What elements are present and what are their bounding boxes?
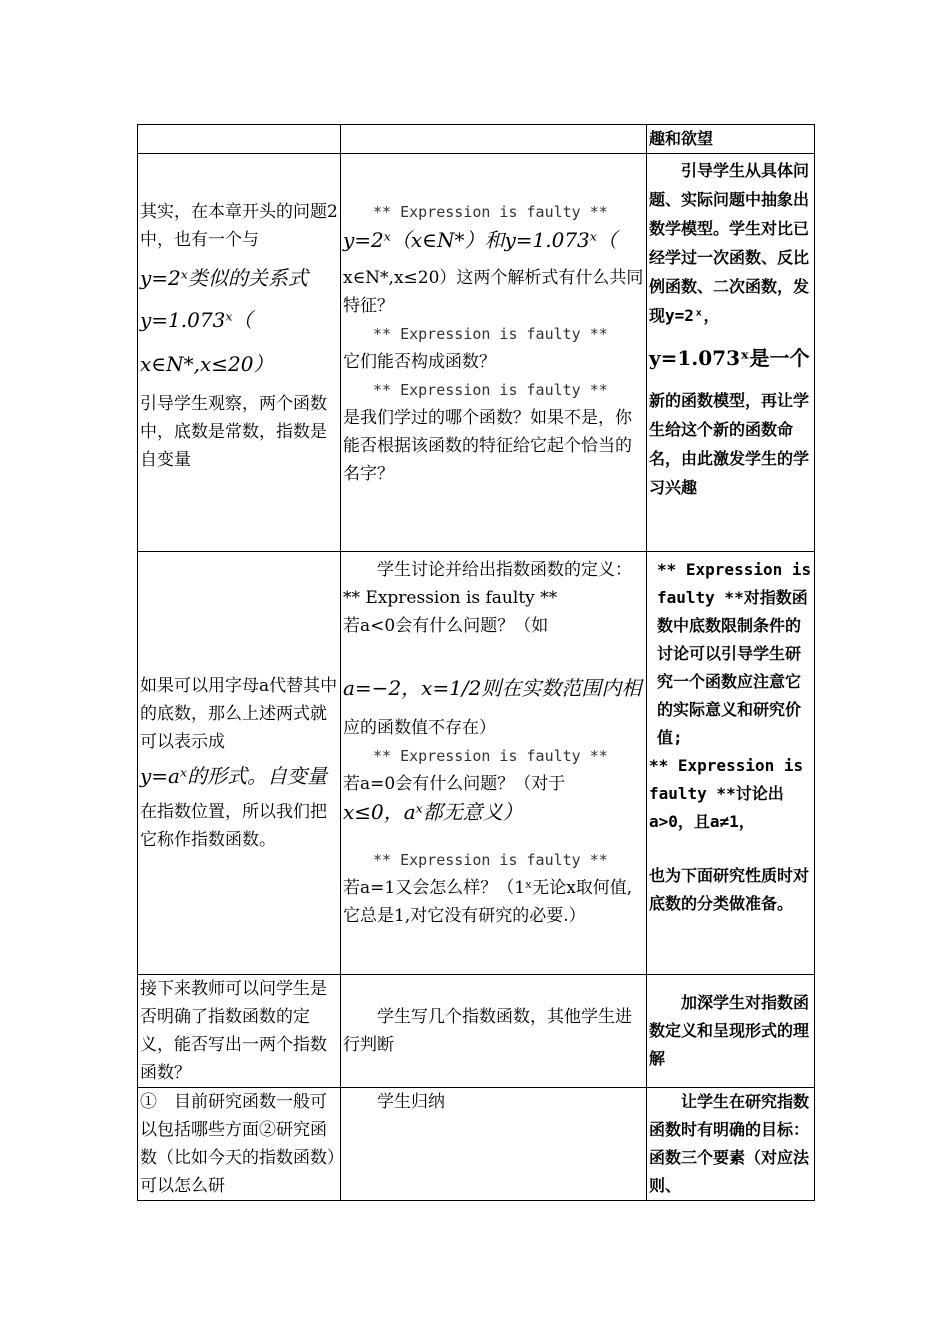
cell-text: x∈N*,x≤20）这两个解析式有什么共同特征？ [343, 268, 644, 316]
table-cell [341, 552, 647, 975]
faulty-expression: ** Expression is faulty ** [373, 381, 608, 399]
table-cell [647, 975, 815, 1088]
cell-text: ** Expression is faulty **讨论出a>0，且a≠1， [649, 756, 804, 831]
cell-text: 它们能否构成函数？ [343, 352, 496, 372]
formula: y=aˣ的形式。自变量 [140, 764, 328, 788]
cell-text: 引导学生观察，两个函数中，底数是常数，指数是自变量 [140, 394, 327, 470]
cell-text: 学生归纳 [377, 1092, 445, 1112]
table-cell [647, 154, 815, 552]
table-row [138, 975, 815, 1088]
table-row [138, 154, 815, 552]
table-cell [138, 125, 341, 154]
formula: y=2ˣ（x∈N*）和y=1.073ˣ（ [343, 228, 617, 252]
cell-text: 是我们学过的哪个函数？如果不是，你能否根据该函数的特征给它起个恰当的名字？ [343, 408, 632, 484]
table-cell [341, 125, 647, 154]
cell-text: 若a=1又会怎么样？（1ˣ无论x取何值,它总是1,对它没有研究的必要.） [343, 878, 633, 926]
cell-text: 若a=0会有什么问题？（对于 [343, 774, 566, 794]
table-cell [138, 975, 341, 1088]
cell-text: 学生讨论并给出指数函数的定义：** Expression is faulty ** [343, 560, 632, 608]
faulty-expression: ** Expression is faulty ** [373, 203, 608, 221]
faulty-expression: ** Expression is faulty ** [373, 747, 608, 765]
formula: y=2ˣ类似的关系式 [140, 266, 308, 290]
table-row [138, 1088, 815, 1201]
formula: x∈N*,x≤20） [140, 352, 274, 376]
table-cell [341, 154, 647, 552]
formula: x≤0，aˣ都无意义） [343, 800, 523, 824]
cell-text: 也为下面研究性质时对底数的分类做准备。 [649, 866, 810, 913]
cell-text: 在指数位置，所以我们把它称作指数函数。 [140, 802, 327, 850]
table-cell [341, 1088, 647, 1201]
table-cell [138, 1088, 341, 1201]
cell-text: 其实，在本章开头的问题2中，也有一个与 [140, 202, 338, 250]
cell-text: 接下来教师可以问学生是否明确了指数函数的定义，能否写出一两个指数函数？ [140, 979, 327, 1083]
cell-text: 引导学生从具体问题、实际问题中抽象出数学模型。学生对比已经学过一次函数、反比例函数、二次函数，发现y=2ˣ， [649, 161, 810, 325]
table-cell [647, 125, 815, 154]
cell-text: 如果可以用字母a代替其中的底数，那么上述两式就可以表示成 [140, 676, 338, 752]
formula: y=1.073ˣ是一个 [649, 346, 810, 370]
table-row [138, 552, 815, 975]
formula: a=−2，x=1/2则在实数范围内相 [343, 676, 642, 700]
cell-text: 加深学生对指数函数定义和呈现形式的理解 [649, 993, 810, 1068]
table-cell [341, 975, 647, 1088]
cell-text: 学生写几个指数函数，其他学生进行判断 [343, 1007, 632, 1055]
cell-text: 若a<0会有什么问题？（如 [343, 616, 549, 636]
cell-text: 新的函数模型，再让学生给这个新的函数命名，由此激发学生的学习兴趣 [649, 391, 810, 497]
table-cell [138, 154, 341, 552]
lesson-table [137, 124, 815, 1201]
table-cell [647, 1088, 815, 1201]
table-cell [647, 552, 815, 975]
cell-text: 应的函数值不存在） [343, 718, 496, 738]
cell-text: ① 目前研究函数一般可以包括哪些方面②研究函数（比如今天的指数函数）可以怎么研 [140, 1092, 336, 1196]
cell-text: ** Expression is faulty **对指数函数中底数限制条件的讨论可以引导学生研究一个函数应注意它的实际意义和研究价值; [657, 560, 812, 747]
cell-text: 趣和欲望 [649, 129, 714, 148]
formula: y=1.073ˣ（ [140, 308, 253, 332]
table-row [138, 125, 815, 154]
faulty-expression: ** Expression is faulty ** [373, 851, 608, 869]
table-cell [138, 552, 341, 975]
faulty-expression: ** Expression is faulty ** [373, 325, 608, 343]
cell-text: 让学生在研究指数函数时有明确的目标：函数三个要素（对应法则、 [649, 1092, 810, 1195]
